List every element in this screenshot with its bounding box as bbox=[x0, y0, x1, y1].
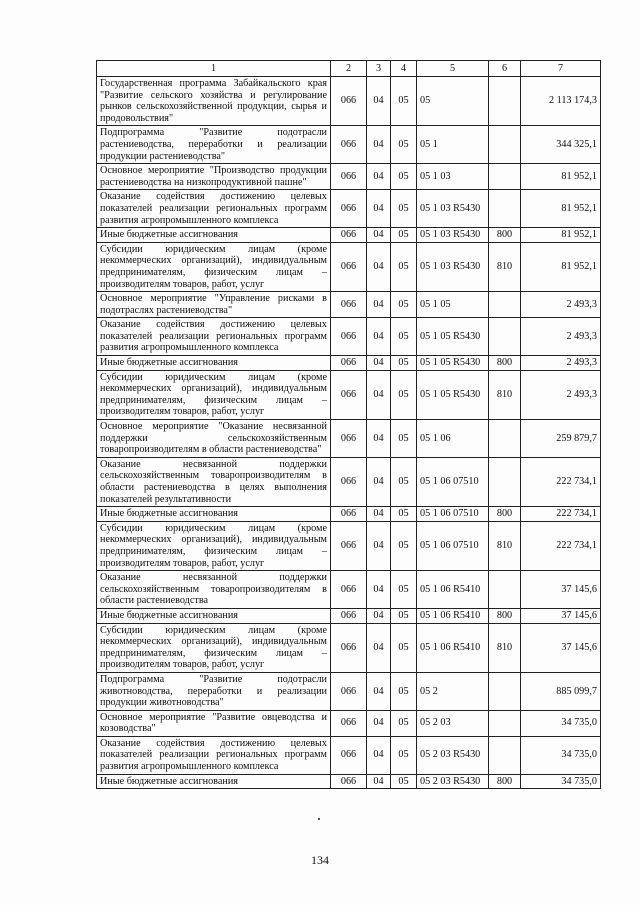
page-number: 134 bbox=[311, 853, 329, 867]
row-target-article-cell: 05 1 06 07510 bbox=[417, 521, 489, 570]
table-row bbox=[97, 672, 601, 710]
row-section-cell: 04 bbox=[367, 77, 391, 126]
row-amount-cell: 2 493,3 bbox=[521, 292, 601, 318]
row-expense-type-cell: 800 bbox=[489, 774, 521, 789]
table-row bbox=[97, 507, 601, 522]
row-name-cell: Субсидии юридическим лицам (кроме некоммерческих организаций), индивидуальным предпринимателям, физическим лицам – производителям товаров, работ, услуг bbox=[97, 370, 331, 419]
row-expense-type-cell: 810 bbox=[489, 242, 521, 291]
table-row bbox=[97, 608, 601, 623]
row-section-cell: 04 bbox=[367, 370, 391, 419]
row-name-cell: Подпрограмма "Развитие подотрасли животноводства, переработки и реализации продукции животноводства" bbox=[97, 672, 331, 710]
row-section-cell: 04 bbox=[367, 292, 391, 318]
table-row bbox=[97, 190, 601, 228]
row-section-cell: 04 bbox=[367, 571, 391, 609]
row-amount-cell: 37 145,6 bbox=[521, 623, 601, 672]
row-section-cell: 04 bbox=[367, 608, 391, 623]
row-name-cell: Государственная программа Забайкальского края "Развитие сельского хозяйства и регулирование рынков сельскохозяйственной продукции, сырья и продовольствия" bbox=[97, 77, 331, 126]
row-admin-code-cell: 066 bbox=[331, 126, 367, 164]
row-admin-code-cell: 066 bbox=[331, 710, 367, 736]
row-admin-code-cell: 066 bbox=[331, 571, 367, 609]
table-header-row bbox=[97, 61, 601, 77]
row-admin-code-cell: 066 bbox=[331, 457, 367, 506]
row-expense-type-cell bbox=[489, 736, 521, 774]
row-amount-cell: 34 735,0 bbox=[521, 710, 601, 736]
row-name-cell: Подпрограмма "Развитие подотрасли растениеводства, переработки и реализации продукции растениеводства" bbox=[97, 126, 331, 164]
row-amount-cell: 81 952,1 bbox=[521, 190, 601, 228]
row-expense-type-cell bbox=[489, 190, 521, 228]
row-subsection-cell: 05 bbox=[391, 292, 417, 318]
row-amount-cell: 81 952,1 bbox=[521, 228, 601, 243]
row-subsection-cell: 05 bbox=[391, 420, 417, 458]
table-row bbox=[97, 736, 601, 774]
row-name-cell: Основное мероприятие "Развитие овцеводства и козоводства" bbox=[97, 710, 331, 736]
row-target-article-cell: 05 1 05 R5430 bbox=[417, 356, 489, 371]
row-name-cell: Основное мероприятие "Оказание несвязанной поддержки сельскохозяйственным товаропроизводителям в области растениеводства" bbox=[97, 420, 331, 458]
row-expense-type-cell bbox=[489, 672, 521, 710]
row-amount-cell: 34 735,0 bbox=[521, 736, 601, 774]
row-section-cell: 04 bbox=[367, 126, 391, 164]
row-expense-type-cell bbox=[489, 457, 521, 506]
budget-table bbox=[96, 60, 601, 789]
row-target-article-cell: 05 bbox=[417, 77, 489, 126]
row-amount-cell: 2 493,3 bbox=[521, 370, 601, 419]
row-name-cell: Иные бюджетные ассигнования bbox=[97, 228, 331, 243]
row-target-article-cell: 05 1 bbox=[417, 126, 489, 164]
row-amount-cell: 81 952,1 bbox=[521, 164, 601, 190]
row-section-cell: 04 bbox=[367, 521, 391, 570]
row-expense-type-cell: 800 bbox=[489, 356, 521, 371]
row-section-cell: 04 bbox=[367, 420, 391, 458]
row-subsection-cell: 05 bbox=[391, 370, 417, 419]
table-row bbox=[97, 571, 601, 609]
row-expense-type-cell bbox=[489, 318, 521, 356]
row-name-cell: Оказание содействия достижению целевых показателей реализации региональных программ развития агропромышленного комплекса bbox=[97, 736, 331, 774]
table-row bbox=[97, 164, 601, 190]
row-section-cell: 04 bbox=[367, 228, 391, 243]
row-name-cell: Оказание содействия достижению целевых показателей реализации региональных программ развития агропромышленного комплекса bbox=[97, 318, 331, 356]
budget-table-body bbox=[97, 61, 601, 789]
row-amount-cell: 37 145,6 bbox=[521, 571, 601, 609]
row-target-article-cell: 05 1 03 bbox=[417, 164, 489, 190]
row-target-article-cell: 05 1 03 R5430 bbox=[417, 228, 489, 243]
row-subsection-cell: 05 bbox=[391, 672, 417, 710]
table-row bbox=[97, 77, 601, 126]
row-section-cell: 04 bbox=[367, 710, 391, 736]
row-expense-type-cell bbox=[489, 126, 521, 164]
row-expense-type-cell: 800 bbox=[489, 507, 521, 522]
row-name-cell: Субсидии юридическим лицам (кроме некоммерческих организаций), индивидуальным предпринимателям, физическим лицам – производителям товаров, работ, услуг bbox=[97, 521, 331, 570]
row-name-cell: Субсидии юридическим лицам (кроме некоммерческих организаций), индивидуальным предпринимателям, физическим лицам – производителям товаров, работ, услуг bbox=[97, 623, 331, 672]
row-amount-cell: 222 734,1 bbox=[521, 507, 601, 522]
row-expense-type-cell: 800 bbox=[489, 228, 521, 243]
row-amount-cell: 344 325,1 bbox=[521, 126, 601, 164]
row-amount-cell: 222 734,1 bbox=[521, 521, 601, 570]
row-target-article-cell: 05 1 06 R5410 bbox=[417, 608, 489, 623]
row-name-cell: Иные бюджетные ассигнования bbox=[97, 507, 331, 522]
row-admin-code-cell: 066 bbox=[331, 370, 367, 419]
row-target-article-cell: 05 1 05 R5430 bbox=[417, 318, 489, 356]
row-target-article-cell: 05 2 bbox=[417, 672, 489, 710]
row-admin-code-cell: 066 bbox=[331, 774, 367, 789]
row-expense-type-cell: 810 bbox=[489, 623, 521, 672]
table-row bbox=[97, 420, 601, 458]
row-name-cell: Оказание несвязанной поддержки сельскохозяйственным товаропроизводителям в области растениеводства в целях выполнения показателей результативности bbox=[97, 457, 331, 506]
row-target-article-cell: 05 1 05 bbox=[417, 292, 489, 318]
row-target-article-cell: 05 1 05 R5430 bbox=[417, 370, 489, 419]
row-section-cell: 04 bbox=[367, 774, 391, 789]
header-cell: 1 bbox=[97, 61, 331, 77]
row-amount-cell: 37 145,6 bbox=[521, 608, 601, 623]
row-expense-type-cell bbox=[489, 710, 521, 736]
row-name-cell: Оказание содействия достижению целевых показателей реализации региональных программ развития агропромышленного комплекса bbox=[97, 190, 331, 228]
row-section-cell: 04 bbox=[367, 736, 391, 774]
row-amount-cell: 34 735,0 bbox=[521, 774, 601, 789]
header-cell: 4 bbox=[391, 61, 417, 77]
row-amount-cell: 2 493,3 bbox=[521, 356, 601, 371]
row-section-cell: 04 bbox=[367, 672, 391, 710]
header-cell: 7 bbox=[521, 61, 601, 77]
table-row bbox=[97, 126, 601, 164]
row-target-article-cell: 05 1 06 R5410 bbox=[417, 571, 489, 609]
row-amount-cell: 81 952,1 bbox=[521, 242, 601, 291]
row-admin-code-cell: 066 bbox=[331, 190, 367, 228]
row-subsection-cell: 05 bbox=[391, 228, 417, 243]
header-cell: 6 bbox=[489, 61, 521, 77]
row-amount-cell: 259 879,7 bbox=[521, 420, 601, 458]
table-row bbox=[97, 242, 601, 291]
row-name-cell: Основное мероприятие "Управление рисками в подотраслях растениеводства" bbox=[97, 292, 331, 318]
row-subsection-cell: 05 bbox=[391, 457, 417, 506]
row-admin-code-cell: 066 bbox=[331, 672, 367, 710]
row-expense-type-cell bbox=[489, 571, 521, 609]
row-subsection-cell: 05 bbox=[391, 710, 417, 736]
table-row bbox=[97, 292, 601, 318]
row-subsection-cell: 05 bbox=[391, 521, 417, 570]
row-subsection-cell: 05 bbox=[391, 608, 417, 623]
row-section-cell: 04 bbox=[367, 318, 391, 356]
table-row bbox=[97, 228, 601, 243]
row-expense-type-cell: 800 bbox=[489, 608, 521, 623]
row-expense-type-cell bbox=[489, 164, 521, 190]
row-target-article-cell: 05 2 03 bbox=[417, 710, 489, 736]
row-admin-code-cell: 066 bbox=[331, 77, 367, 126]
row-section-cell: 04 bbox=[367, 242, 391, 291]
row-admin-code-cell: 066 bbox=[331, 623, 367, 672]
row-subsection-cell: 05 bbox=[391, 507, 417, 522]
row-target-article-cell: 05 1 06 07510 bbox=[417, 507, 489, 522]
table-row bbox=[97, 457, 601, 506]
row-expense-type-cell: 810 bbox=[489, 521, 521, 570]
row-section-cell: 04 bbox=[367, 507, 391, 522]
row-target-article-cell: 05 1 06 07510 bbox=[417, 457, 489, 506]
row-target-article-cell: 05 1 03 R5430 bbox=[417, 242, 489, 291]
row-target-article-cell: 05 2 03 R5430 bbox=[417, 736, 489, 774]
row-target-article-cell: 05 1 06 R5410 bbox=[417, 623, 489, 672]
table-row bbox=[97, 318, 601, 356]
row-admin-code-cell: 066 bbox=[331, 507, 367, 522]
row-amount-cell: 222 734,1 bbox=[521, 457, 601, 506]
row-admin-code-cell: 066 bbox=[331, 292, 367, 318]
row-name-cell: Иные бюджетные ассигнования bbox=[97, 356, 331, 371]
row-admin-code-cell: 066 bbox=[331, 164, 367, 190]
page-top-edge bbox=[0, 0, 640, 6]
row-target-article-cell: 05 1 03 R5430 bbox=[417, 190, 489, 228]
row-section-cell: 04 bbox=[367, 356, 391, 371]
row-amount-cell: 885 099,7 bbox=[521, 672, 601, 710]
row-admin-code-cell: 066 bbox=[331, 608, 367, 623]
row-expense-type-cell bbox=[489, 420, 521, 458]
row-subsection-cell: 05 bbox=[391, 356, 417, 371]
table-row bbox=[97, 370, 601, 419]
row-section-cell: 04 bbox=[367, 190, 391, 228]
row-admin-code-cell: 066 bbox=[331, 318, 367, 356]
row-subsection-cell: 05 bbox=[391, 126, 417, 164]
table-row bbox=[97, 623, 601, 672]
row-name-cell: Субсидии юридическим лицам (кроме некоммерческих организаций), индивидуальным предпринимателям, физическим лицам – производителям товаров, работ, услуг bbox=[97, 242, 331, 291]
row-expense-type-cell bbox=[489, 77, 521, 126]
row-subsection-cell: 05 bbox=[391, 571, 417, 609]
row-subsection-cell: 05 bbox=[391, 242, 417, 291]
row-subsection-cell: 05 bbox=[391, 164, 417, 190]
row-section-cell: 04 bbox=[367, 164, 391, 190]
row-target-article-cell: 05 2 03 R5430 bbox=[417, 774, 489, 789]
row-admin-code-cell: 066 bbox=[331, 420, 367, 458]
table-row bbox=[97, 710, 601, 736]
row-admin-code-cell: 066 bbox=[331, 521, 367, 570]
row-admin-code-cell: 066 bbox=[331, 356, 367, 371]
row-name-cell: Иные бюджетные ассигнования bbox=[97, 774, 331, 789]
row-amount-cell: 2 113 174,3 bbox=[521, 77, 601, 126]
row-subsection-cell: 05 bbox=[391, 190, 417, 228]
header-cell: 2 bbox=[331, 61, 367, 77]
row-subsection-cell: 05 bbox=[391, 623, 417, 672]
row-amount-cell: 2 493,3 bbox=[521, 318, 601, 356]
row-admin-code-cell: 066 bbox=[331, 736, 367, 774]
row-subsection-cell: 05 bbox=[391, 736, 417, 774]
row-subsection-cell: 05 bbox=[391, 774, 417, 789]
row-expense-type-cell bbox=[489, 292, 521, 318]
table-row bbox=[97, 774, 601, 789]
table-row bbox=[97, 521, 601, 570]
scan-speck bbox=[318, 818, 320, 820]
row-name-cell: Основное мероприятие "Производство продукции растениеводства на низкопродуктивной пашне" bbox=[97, 164, 331, 190]
header-cell: 3 bbox=[367, 61, 391, 77]
row-expense-type-cell: 810 bbox=[489, 370, 521, 419]
row-subsection-cell: 05 bbox=[391, 318, 417, 356]
row-subsection-cell: 05 bbox=[391, 77, 417, 126]
row-section-cell: 04 bbox=[367, 623, 391, 672]
row-name-cell: Иные бюджетные ассигнования bbox=[97, 608, 331, 623]
table-row bbox=[97, 356, 601, 371]
row-admin-code-cell: 066 bbox=[331, 242, 367, 291]
header-cell: 5 bbox=[417, 61, 489, 77]
row-name-cell: Оказание несвязанной поддержки сельскохозяйственным товаропроизводителям в области растениеводства bbox=[97, 571, 331, 609]
row-section-cell: 04 bbox=[367, 457, 391, 506]
row-admin-code-cell: 066 bbox=[331, 228, 367, 243]
row-target-article-cell: 05 1 06 bbox=[417, 420, 489, 458]
